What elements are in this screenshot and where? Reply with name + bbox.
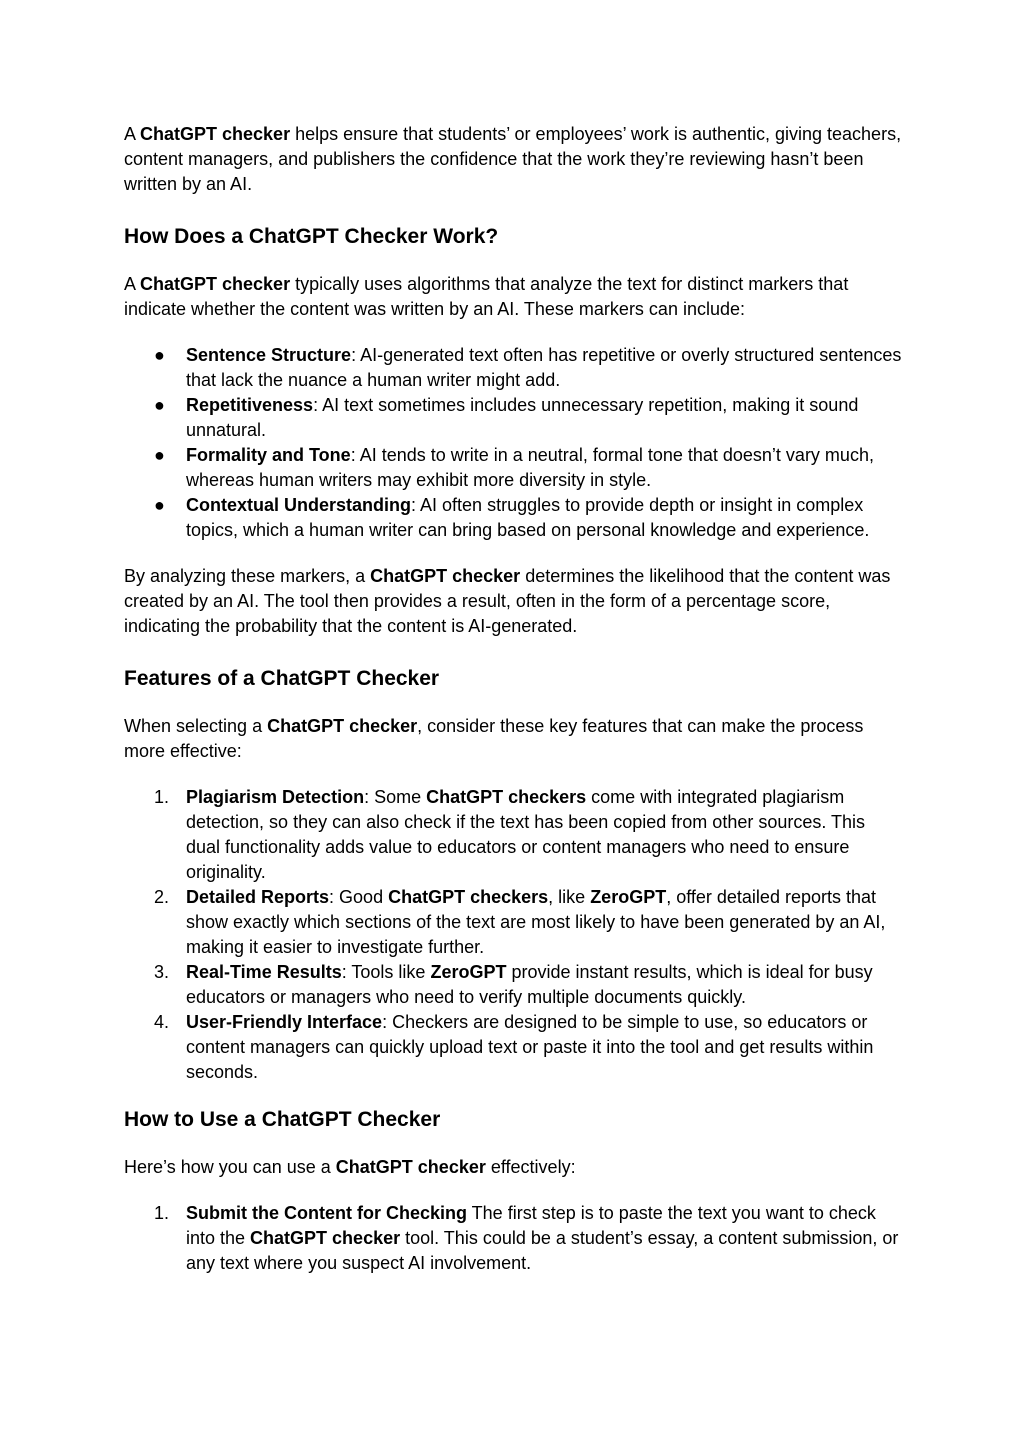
list-item <box>124 885 904 960</box>
list-item-text: : Good <box>329 887 389 907</box>
bullet-icon: ● <box>154 345 165 365</box>
paragraph-text: determines the likelihood that the content was created by an AI. The tool then provides a result, often in the form of a percentage score, indicating the probability that the content is AI-generated. <box>124 566 891 636</box>
list-item-term: Formality and Tone <box>186 445 351 465</box>
numbered-list <box>124 1201 904 1276</box>
bold-term: ChatGPT checkers <box>426 787 587 807</box>
list-item <box>124 960 904 1010</box>
section-heading: How Does a ChatGPT Checker Work? <box>124 225 499 248</box>
list-item-text: : AI tends to write in a neutral, formal tone that doesn’t vary much, whereas human writers may exhibit more diversity in style. <box>186 445 874 490</box>
list-number: 1. <box>154 1203 170 1223</box>
bullet-icon: ● <box>154 445 165 465</box>
list-item-term: Submit the Content for Checking <box>186 1203 467 1223</box>
list-item-term: Plagiarism Detection <box>186 787 365 807</box>
list-item-term: Real-Time Results <box>186 962 342 982</box>
list-item-text: : Tools like <box>341 962 431 982</box>
bold-term: ZeroGPT <box>590 887 667 907</box>
list-item-term: User-Friendly Interface <box>186 1012 383 1032</box>
list-item-text: provide instant results, which is ideal for busy educators or managers who need to verify multiple documents quickly. <box>186 962 873 1007</box>
list-item <box>124 393 904 443</box>
list-item-text: , offer detailed reports that show exactly which sections of the text are most likely to have been generated by an AI, making it easier to investigate further. <box>186 887 886 957</box>
list-item <box>124 493 904 543</box>
list-number: 2. <box>154 887 170 907</box>
paragraph-text: Here’s how you can use a <box>124 1157 336 1177</box>
list-item-text: : AI-generated text often has repetitive or overly structured sentences that lack the nuance a human writer might add. <box>186 345 902 390</box>
list-item <box>124 443 904 493</box>
intro-bold-term: ChatGPT checker <box>140 124 291 144</box>
list-item-text: : Checkers are designed to be simple to use, so educators or content managers can quickly upload text or paste it into the tool and get results within seconds. <box>186 1012 874 1082</box>
list-item-text: , like <box>548 887 591 907</box>
section-heading: Features of a ChatGPT Checker <box>124 667 440 690</box>
paragraph-text: , consider these key features that can make the process more effective: <box>124 716 864 761</box>
list-item <box>124 1010 904 1085</box>
list-item-term: Contextual Understanding <box>186 495 412 515</box>
document-body <box>124 122 904 1276</box>
paragraph-text: A <box>124 274 141 294</box>
list-item-term: Detailed Reports <box>186 887 330 907</box>
section-heading: How to Use a ChatGPT Checker <box>124 1108 441 1131</box>
bullet-icon: ● <box>154 395 165 415</box>
bold-term: ChatGPT checkers <box>388 887 549 907</box>
intro-text: helps ensure that students’ or employees’ work is authentic, giving teachers, content managers, and publishers the confidence that the work they’re reviewing hasn’t been written by an AI. <box>124 124 902 194</box>
bold-term: ChatGPT checker <box>370 566 521 586</box>
bullet-list <box>124 343 904 543</box>
list-item-text: The first step is to paste the text you want to check into the <box>186 1203 876 1248</box>
bold-term: ChatGPT checker <box>140 274 291 294</box>
paragraph-text: typically uses algorithms that analyze the text for distinct markers that indicate whether the content was written by an AI. These markers can include: <box>124 274 849 319</box>
list-item-text: : AI text sometimes includes unnecessary repetition, making it sound unnatural. <box>186 395 859 440</box>
bold-term: ChatGPT checker <box>250 1228 401 1248</box>
section-paragraph <box>124 564 904 639</box>
paragraph-text: effectively: <box>485 1157 576 1177</box>
section-paragraph <box>124 272 904 322</box>
section-paragraph <box>124 714 904 764</box>
list-item-text: tool. This could be a student’s essay, a content submission, or any text where you suspect AI involvement. <box>186 1228 899 1273</box>
list-item-text: : Some <box>364 787 427 807</box>
bold-term: ZeroGPT <box>430 962 507 982</box>
list-item-term: Repetitiveness <box>186 395 314 415</box>
list-number: 3. <box>154 962 170 982</box>
paragraph-text: When selecting a <box>124 716 268 736</box>
list-item <box>124 343 904 393</box>
list-item <box>124 1201 904 1276</box>
list-item <box>124 785 904 885</box>
numbered-list <box>124 785 904 1085</box>
list-number: 4. <box>154 1012 170 1032</box>
intro-text: A <box>124 124 141 144</box>
section-paragraph <box>124 1155 904 1180</box>
bold-term: ChatGPT checker <box>267 716 418 736</box>
list-item-term: Sentence Structure <box>186 345 352 365</box>
intro-paragraph <box>124 122 904 197</box>
list-item-text: : AI often struggles to provide depth or insight in complex topics, which a human writer can bring based on personal knowledge and experience. <box>186 495 870 540</box>
list-number: 1. <box>154 787 170 807</box>
bullet-icon: ● <box>154 495 165 515</box>
list-item-text: come with integrated plagiarism detection, so they can also check if the text has been copied from other sources. This dual functionality adds value to educators or content managers who need to ensure originality. <box>186 787 866 882</box>
bold-term: ChatGPT checker <box>335 1157 486 1177</box>
paragraph-text: By analyzing these markers, a <box>124 566 371 586</box>
